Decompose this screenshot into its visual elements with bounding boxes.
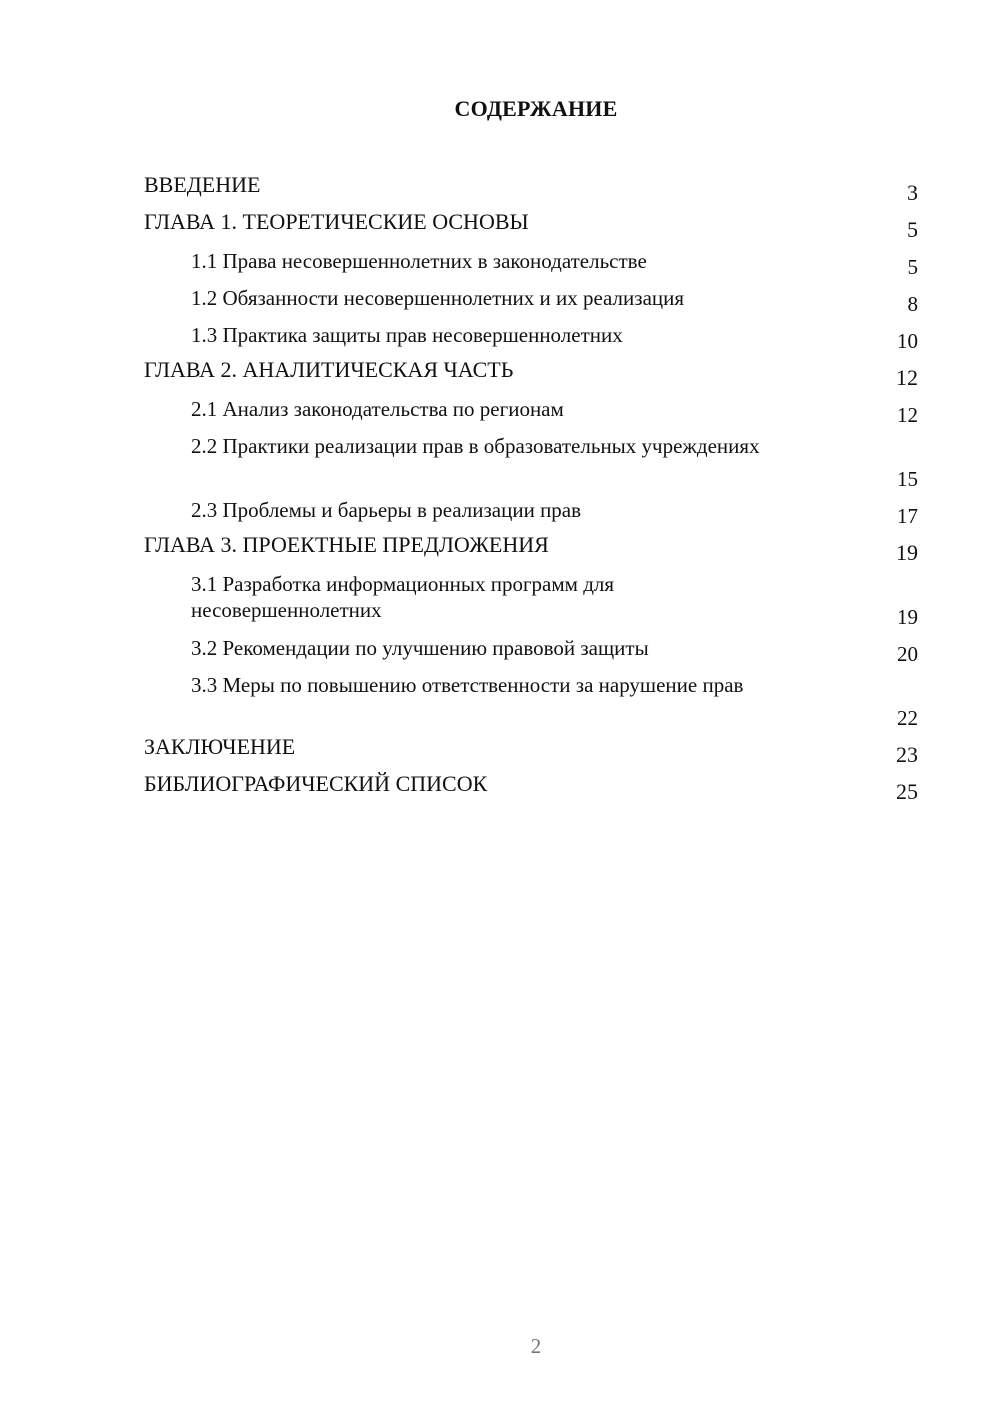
- toc-entry-label: ВВЕДЕНИЕ: [144, 172, 261, 197]
- toc-entry-section-3-2: [144, 630, 918, 667]
- toc-entry-label: ЗАКЛЮЧЕНИЕ: [144, 734, 296, 759]
- table-of-contents: [144, 169, 918, 805]
- toc-entry-section-1-2: [144, 280, 918, 317]
- toc-entry-introduction: [144, 169, 918, 206]
- toc-entry-section-3-3: [144, 667, 918, 731]
- toc-entry-label: 1.3 Практика защиты прав несовершеннолетних: [191, 323, 623, 347]
- toc-entry-label: 2.2 Практики реализации прав в образовательных учреждениях: [191, 434, 760, 458]
- toc-entry-page: 3: [907, 180, 918, 205]
- toc-entry-chapter-1: [144, 206, 918, 243]
- toc-entry-page: 10: [897, 329, 918, 353]
- toc-entry-section-1-1: [144, 243, 918, 280]
- toc-entry-page: 20: [897, 642, 918, 666]
- toc-entry-label: БИБЛИОГРАФИЧЕСКИЙ СПИСОК: [144, 771, 488, 796]
- toc-entry-label: 3.2 Рекомендации по улучшению правовой защиты: [191, 636, 649, 660]
- toc-entry-section-3-1: [144, 566, 918, 630]
- toc-entry-page: 12: [897, 403, 918, 427]
- toc-entry-chapter-2: [144, 354, 918, 391]
- toc-entry-page: 8: [907, 292, 918, 316]
- toc-entry-page: 19: [896, 540, 918, 565]
- toc-entry-page: 19: [897, 605, 918, 629]
- toc-entry-label: ГЛАВА 3. ПРОЕКТНЫЕ ПРЕДЛОЖЕНИЯ: [144, 532, 549, 557]
- toc-entry-label: 3.1 Разработка информационных программ для несовершеннолетних: [191, 572, 615, 622]
- toc-entry-label: 2.1 Анализ законодательства по регионам: [191, 397, 564, 421]
- toc-entry-bibliography: [144, 768, 918, 805]
- toc-entry-page: 22: [897, 706, 918, 730]
- toc-entry-page: 17: [897, 504, 918, 528]
- toc-entry-label: 3.3 Меры по повышению ответственности за нарушение прав: [191, 673, 744, 697]
- page-number: 2: [530, 1334, 542, 1358]
- toc-entry-chapter-3: [144, 529, 918, 566]
- toc-entry-page: 5: [907, 217, 918, 242]
- toc-entry-section-2-2: [144, 428, 918, 492]
- toc-entry-page: 25: [896, 779, 918, 804]
- toc-entry-label: ГЛАВА 2. АНАЛИТИЧЕСКАЯ ЧАСТЬ: [144, 357, 514, 382]
- toc-entry-section-1-3: [144, 317, 918, 354]
- toc-entry-label: 2.3 Проблемы и барьеры в реализации прав: [191, 498, 582, 522]
- toc-entry-page: 12: [896, 365, 918, 390]
- toc-entry-conclusion: [144, 731, 918, 768]
- toc-entry-label: 1.2 Обязанности несовершеннолетних и их реализация: [191, 286, 685, 310]
- toc-entry-page: 15: [897, 467, 918, 491]
- toc-entry-page: 5: [907, 255, 918, 279]
- toc-entry-label: ГЛАВА 1. ТЕОРЕТИЧЕСКИЕ ОСНОВЫ: [144, 209, 529, 234]
- toc-entry-page: 23: [896, 742, 918, 767]
- page-title: СОДЕРЖАНИЕ: [454, 96, 618, 121]
- toc-entry-section-2-1: [144, 391, 918, 428]
- toc-entry-section-2-3: [144, 492, 918, 529]
- toc-entry-label: 1.1 Права несовершеннолетних в законодательстве: [191, 249, 647, 273]
